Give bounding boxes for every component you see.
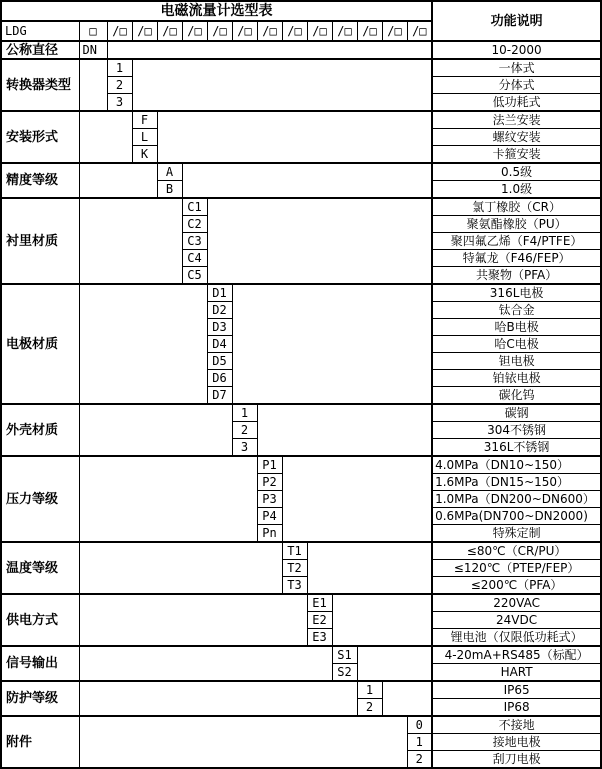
option-desc: IP68 [432, 699, 601, 717]
blank-cell [357, 646, 432, 681]
option-code: E1 [307, 594, 332, 612]
model-slash-box: /□ [132, 21, 157, 41]
model-slash-box: /□ [107, 21, 132, 41]
blank-cell [79, 646, 332, 681]
option-desc: 低功耗式 [432, 94, 601, 112]
model-slash-box: /□ [207, 21, 232, 41]
diameter-code: DN [79, 41, 107, 59]
blank-cell [332, 594, 432, 646]
blank-cell [79, 198, 182, 284]
option-code: 3 [107, 94, 132, 112]
option-code: 2 [107, 77, 132, 94]
model-slash-box: /□ [357, 21, 382, 41]
option-desc: 一体式 [432, 59, 601, 77]
option-code: S1 [332, 646, 357, 664]
group-label: 信号输出 [1, 646, 79, 681]
model-slash-box: /□ [257, 21, 282, 41]
model-slash-box: /□ [157, 21, 182, 41]
option-code: 1 [107, 59, 132, 77]
option-desc: 不接地 [432, 716, 601, 734]
blank-cell [107, 41, 432, 59]
blank-cell [257, 404, 432, 456]
option-desc: 共聚物（PFA） [432, 267, 601, 285]
group-label: 供电方式 [1, 594, 79, 646]
blank-cell [79, 111, 132, 163]
blank-cell [79, 542, 282, 594]
model-slash-box: /□ [407, 21, 432, 41]
option-desc: 316L不锈钢 [432, 439, 601, 457]
option-desc: 304不锈钢 [432, 422, 601, 439]
option-code: 1 [357, 681, 382, 699]
model-slash-box: /□ [282, 21, 307, 41]
option-code: E3 [307, 629, 332, 647]
blank-cell [282, 456, 432, 542]
option-code: B [157, 181, 182, 199]
option-code: K [132, 146, 157, 164]
option-code: Pn [257, 525, 282, 543]
blank-cell [307, 542, 432, 594]
option-desc: 哈C电极 [432, 336, 601, 353]
option-code: C1 [182, 198, 207, 216]
option-desc: 卡箍安装 [432, 146, 601, 164]
group-label: 附件 [1, 716, 79, 768]
option-desc: 1.0MPa（DN200~DN600） [432, 491, 601, 508]
option-desc: 1.0级 [432, 181, 601, 199]
option-desc: 特氟龙（F46/FEP） [432, 250, 601, 267]
group-label: 外壳材质 [1, 404, 79, 456]
model-slash-box: /□ [382, 21, 407, 41]
blank-cell [79, 284, 207, 404]
blank-cell [79, 681, 357, 716]
model-slash-box: /□ [182, 21, 207, 41]
option-desc: 螺纹安装 [432, 129, 601, 146]
option-desc: 铂铱电极 [432, 370, 601, 387]
group-label: 电极材质 [1, 284, 79, 404]
group-label: 衬里材质 [1, 198, 79, 284]
blank-cell [79, 716, 407, 768]
option-code: C2 [182, 216, 207, 233]
option-code: F [132, 111, 157, 129]
group-label: 压力等级 [1, 456, 79, 542]
blank-cell [157, 111, 432, 163]
option-code: D7 [207, 387, 232, 405]
option-desc: 分体式 [432, 77, 601, 94]
option-code: P1 [257, 456, 282, 474]
blank-cell [182, 163, 432, 198]
option-code: D1 [207, 284, 232, 302]
group-label: 防护等级 [1, 681, 79, 716]
option-desc: 220VAC [432, 594, 601, 612]
option-desc: 0.5级 [432, 163, 601, 181]
diameter-desc: 10-2000 [432, 41, 601, 59]
blank-cell [79, 456, 257, 542]
option-desc: 碳钢 [432, 404, 601, 422]
option-code: T2 [282, 560, 307, 577]
option-desc: 特殊定制 [432, 525, 601, 543]
option-code: T1 [282, 542, 307, 560]
option-desc: HART [432, 664, 601, 682]
option-desc: 4-20mA+RS485（标配） [432, 646, 601, 664]
group-label: 转换器类型 [1, 59, 79, 111]
option-desc: 钛合金 [432, 302, 601, 319]
option-code: T3 [282, 577, 307, 595]
model-first-box: □ [79, 21, 107, 41]
blank-cell [382, 681, 432, 716]
option-code: C5 [182, 267, 207, 285]
option-code: 2 [407, 751, 432, 769]
option-code: P3 [257, 491, 282, 508]
option-desc: 0.6MPa(DN700~DN2000) [432, 508, 601, 525]
model-slash-box: /□ [332, 21, 357, 41]
option-code: C3 [182, 233, 207, 250]
option-desc: 哈B电极 [432, 319, 601, 336]
option-desc: ≤120℃（PTEP/FEP） [432, 560, 601, 577]
option-desc: ≤200℃（PFA） [432, 577, 601, 595]
option-desc: 锂电池（仅限低功耗式） [432, 629, 601, 647]
blank-cell [132, 59, 432, 111]
option-desc: ≤80℃（CR/PU） [432, 542, 601, 560]
option-desc: 钽电极 [432, 353, 601, 370]
option-code: 2 [232, 422, 257, 439]
blank-cell [207, 198, 432, 284]
option-code: P4 [257, 508, 282, 525]
page-title: 电磁流量计选型表 [1, 1, 432, 21]
option-code: 1 [232, 404, 257, 422]
model-prefix: LDG [1, 21, 79, 41]
function-desc-header: 功能说明 [432, 1, 601, 41]
option-code: D5 [207, 353, 232, 370]
option-desc: 聚四氟乙烯（F4/PTFE） [432, 233, 601, 250]
option-desc: 碳化钨 [432, 387, 601, 405]
option-desc: 刮刀电极 [432, 751, 601, 769]
blank-cell [79, 163, 157, 198]
option-code: 1 [407, 734, 432, 751]
option-desc: 接地电极 [432, 734, 601, 751]
option-desc: 氯丁橡胶（CR） [432, 198, 601, 216]
model-slash-box: /□ [232, 21, 257, 41]
option-desc: 聚氨酯橡胶（PU） [432, 216, 601, 233]
option-code: 0 [407, 716, 432, 734]
group-label: 温度等级 [1, 542, 79, 594]
blank-cell [79, 59, 107, 111]
option-code: 2 [357, 699, 382, 717]
option-code: D4 [207, 336, 232, 353]
option-code: P2 [257, 474, 282, 491]
option-desc: 法兰安装 [432, 111, 601, 129]
option-desc: IP65 [432, 681, 601, 699]
option-code: A [157, 163, 182, 181]
model-slash-box: /□ [307, 21, 332, 41]
blank-cell [232, 284, 432, 404]
blank-cell [79, 404, 232, 456]
option-desc: 316L电极 [432, 284, 601, 302]
group-label-diameter: 公称直径 [1, 41, 79, 59]
blank-cell [79, 594, 307, 646]
option-code: E2 [307, 612, 332, 629]
option-code: D6 [207, 370, 232, 387]
option-code: D2 [207, 302, 232, 319]
option-code: C4 [182, 250, 207, 267]
option-desc: 4.0MPa（DN10~150） [432, 456, 601, 474]
option-code: 3 [232, 439, 257, 457]
group-label: 安装形式 [1, 111, 79, 163]
option-desc: 24VDC [432, 612, 601, 629]
option-desc: 1.6MPa（DN15~150） [432, 474, 601, 491]
option-code: S2 [332, 664, 357, 682]
group-label: 精度等级 [1, 163, 79, 198]
option-code: D3 [207, 319, 232, 336]
option-code: L [132, 129, 157, 146]
